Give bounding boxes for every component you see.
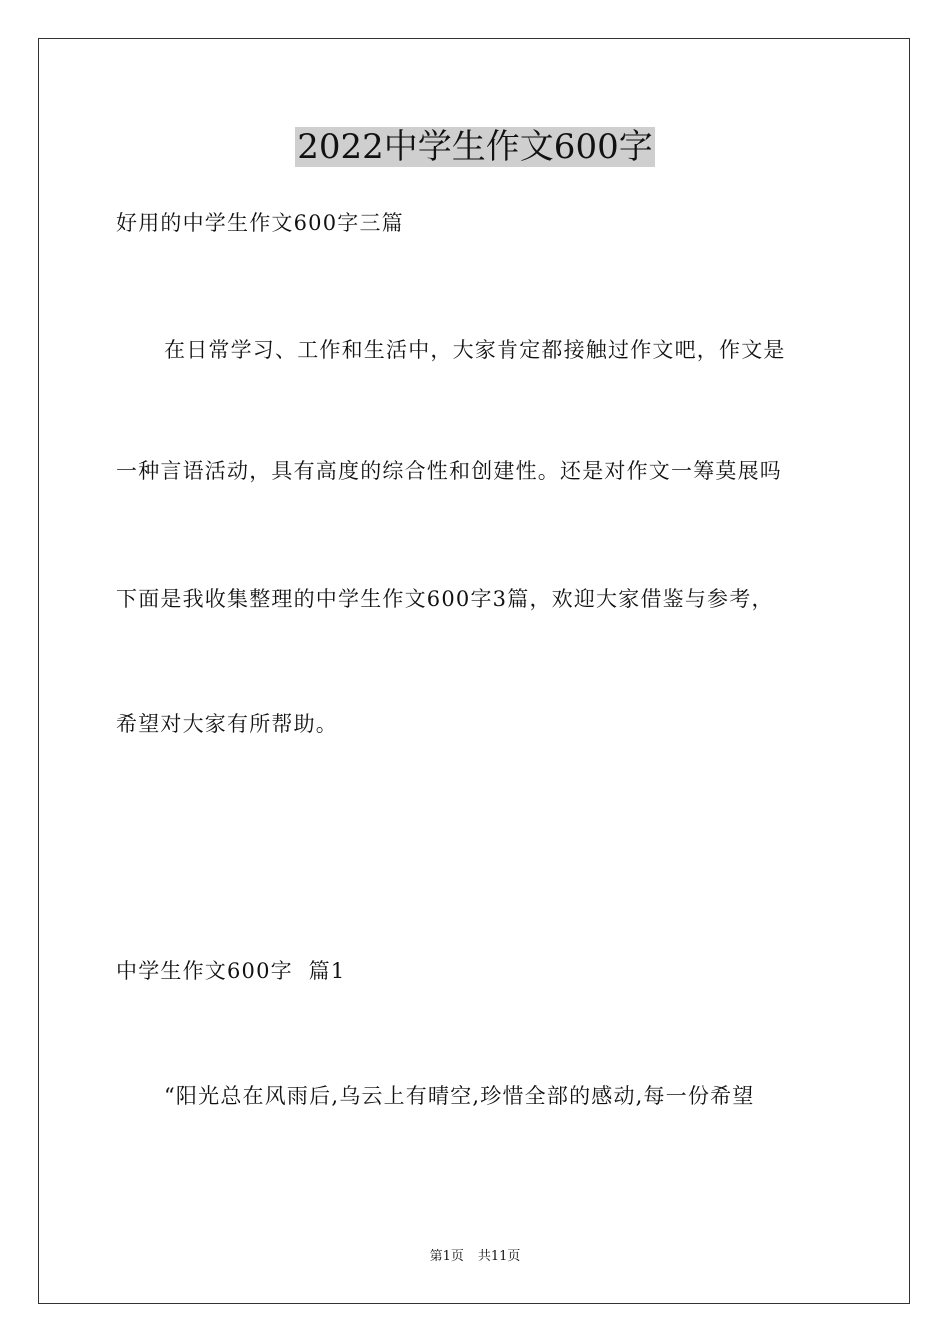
page-number: 第1页 <box>429 1249 464 1264</box>
document-title <box>0 125 950 169</box>
document-title-text: 2022中学生作文600字 <box>297 127 653 167</box>
intro-line-2: 一种言语活动，具有高度的综合性和创建性。还是对作文一筹莫展吗 <box>116 459 782 483</box>
page-footer <box>0 1248 950 1266</box>
intro-line-1: 在日常学习、工作和生活中，大家肯定都接触过作文吧，作文是 <box>164 338 786 362</box>
page-total: 共11页 <box>477 1249 521 1264</box>
document-subtitle: 好用的中学生作文600字三篇 <box>116 211 404 235</box>
intro-line-4: 希望对大家有所帮助。 <box>116 712 338 736</box>
intro-line-3: 下面是我收集整理的中学生作文600字3篇，欢迎大家借鉴与参考， <box>116 587 774 611</box>
section-heading: 中学生作文600字 篇1 <box>116 959 346 983</box>
section-first-line: “阳光总在风雨后,乌云上有晴空,珍惜全部的感动,每一份希望 <box>164 1084 755 1108</box>
